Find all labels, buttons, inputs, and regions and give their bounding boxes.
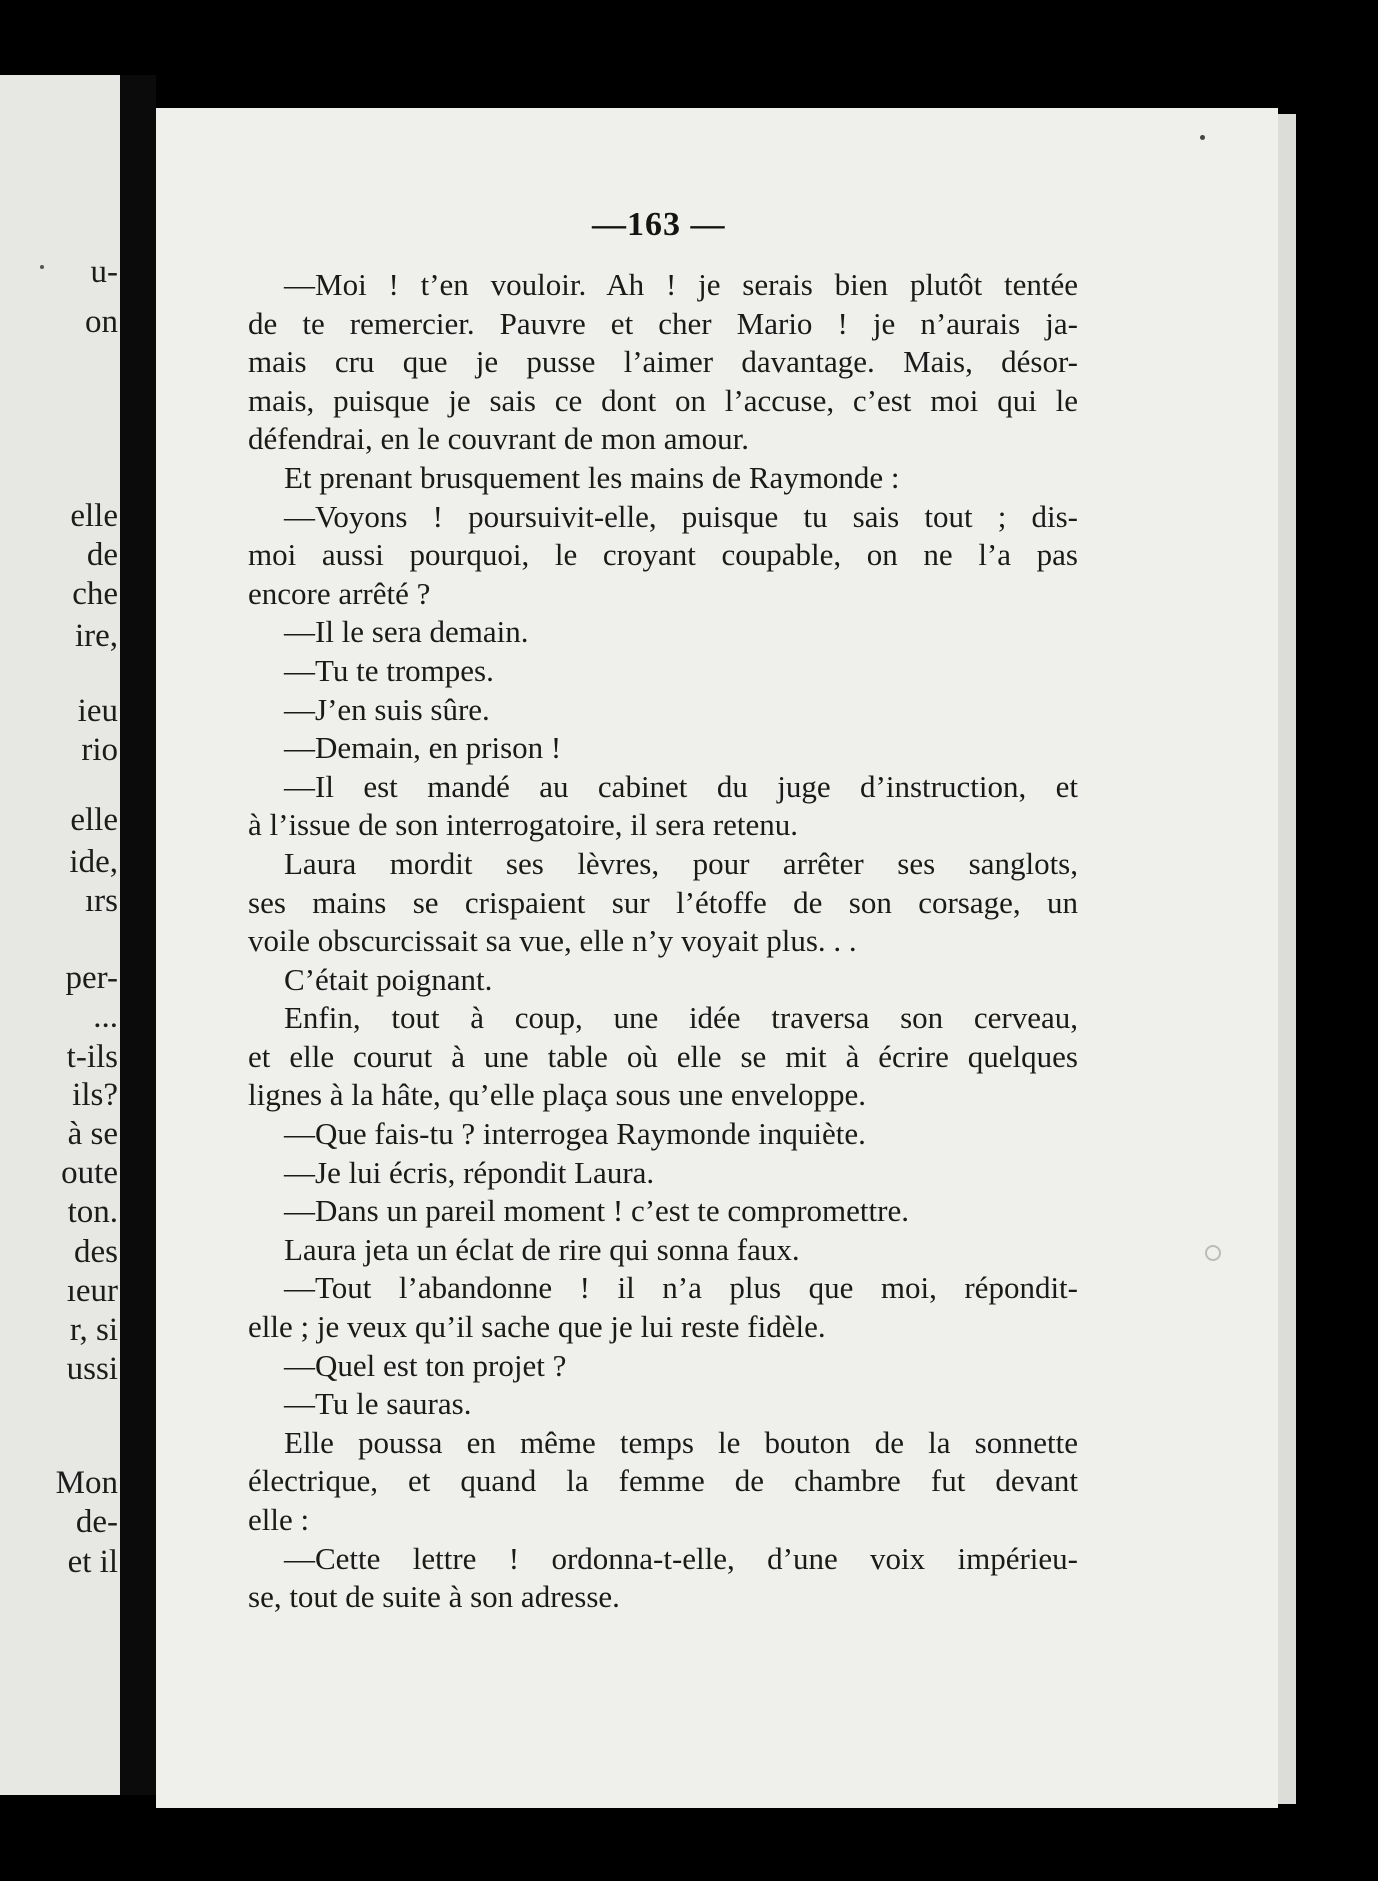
text-line: —Que fais-tu ? interrogea Raymonde inquiète. <box>284 1116 866 1152</box>
left-page-line: per- <box>65 960 118 996</box>
left-page-line: à se <box>67 1116 118 1152</box>
text-line: défendrai, en le couvrant de mon amour. <box>248 421 749 457</box>
text-line: encore arrêté ? <box>248 575 431 611</box>
left-page-line: des <box>74 1234 118 1270</box>
text-line: —Voyons ! poursuivit-elle, puisque tu sais tout ; dis- <box>284 498 1078 534</box>
text-line: —Cette lettre ! ordonna-t-elle, d’une voix impérieu- <box>284 1540 1078 1576</box>
text-line: —Quel est ton projet ? <box>284 1347 567 1383</box>
dust-speck <box>1200 135 1205 140</box>
left-page-line: ton. <box>67 1194 118 1230</box>
page-edge <box>1278 114 1296 1804</box>
text-line: ses mains se crispaient sur l’étoffe de son corsage, un <box>248 884 1078 920</box>
text-line: mais cru que je pusse l’aimer davantage. Mais, désor- <box>248 344 1078 380</box>
text-line: C’était poignant. <box>284 961 493 997</box>
text-line: électrique, et quand la femme de chambre fut devant <box>248 1463 1078 1499</box>
left-page-line: oute <box>61 1155 118 1191</box>
left-page-line: elle <box>70 802 118 838</box>
text-line: moi aussi pourquoi, le croyant coupable, on ne l’a pas <box>248 537 1078 573</box>
text-line: lignes à la hâte, qu’elle plaça sous une enveloppe. <box>248 1077 867 1113</box>
page-body-text <box>248 266 1078 1617</box>
text-line: de te remercier. Pauvre et cher Mario ! je n’aurais ja- <box>248 305 1078 341</box>
left-page-line: rio <box>81 732 118 768</box>
text-line: voile obscurcissait sa vue, elle n’y voyait plus. . . <box>248 923 857 959</box>
left-page-line: ieu <box>77 693 118 729</box>
text-line: —Je lui écris, répondit Laura. <box>284 1154 655 1190</box>
left-page-line: Mon <box>55 1465 118 1501</box>
left-page-line: de <box>86 537 118 573</box>
left-page-line: t-ils <box>66 1039 118 1075</box>
left-page-line: ırs <box>85 883 118 919</box>
page-number: —163 — <box>592 206 726 243</box>
text-line: elle ; je veux qu’il sache que je lui reste fidèle. <box>248 1309 826 1345</box>
text-line: —Moi ! t’en vouloir. Ah ! je serais bien plutôt tentée <box>284 267 1078 302</box>
left-page-line: ire, <box>74 618 118 654</box>
text-line: —Tu le sauras. <box>284 1386 472 1422</box>
text-line: Et prenant brusquement les mains de Raymonde : <box>284 459 900 495</box>
text-line: Enfin, tout à coup, une idée traversa son cerveau, <box>284 1000 1078 1036</box>
left-page-line: u- <box>90 254 118 290</box>
text-line: Elle poussa en même temps le bouton de la sonnette <box>284 1424 1078 1460</box>
book-gutter <box>120 75 156 1795</box>
text-line: —J’en suis sûre. <box>284 691 490 727</box>
text-line: —Tout l’abandonne ! il n’a plus que moi, répondit- <box>284 1270 1078 1306</box>
text-line: Laura jeta un éclat de rire qui sonna faux. <box>284 1231 800 1267</box>
text-line: —Il le sera demain. <box>284 614 529 650</box>
text-line: à l’issue de son interrogatoire, il sera retenu. <box>248 807 799 843</box>
dust-speck <box>40 265 44 269</box>
left-page-line: che <box>72 576 118 612</box>
text-line: se, tout de suite à son adresse. <box>248 1579 620 1615</box>
text-line: Laura mordit ses lèvres, pour arrêter ses sanglots, <box>284 845 1078 881</box>
left-page-line: ussi <box>66 1351 118 1387</box>
left-page-line: de- <box>75 1504 118 1540</box>
left-page-line: elle <box>70 498 118 534</box>
left-page-line: r, si <box>69 1312 118 1348</box>
left-page-line: on <box>85 304 118 340</box>
text-line: —Il est mandé au cabinet du juge d’instruction, et <box>284 768 1078 804</box>
text-line: et elle courut à une table où elle se mit à écrire quelques <box>248 1038 1078 1074</box>
left-page-line: ils? <box>72 1077 118 1113</box>
left-page-line: et il <box>67 1544 118 1580</box>
left-page-line: ... <box>93 999 118 1035</box>
text-line: —Tu te trompes. <box>284 652 494 688</box>
text-line: —Demain, en prison ! <box>284 730 562 766</box>
text-line: —Dans un pareil moment ! c’est te compromettre. <box>284 1193 909 1229</box>
left-page-line: ıeur <box>66 1273 118 1309</box>
left-page-line: ide, <box>69 844 118 880</box>
dust-speck <box>1205 1245 1221 1261</box>
text-line: mais, puisque je sais ce dont on l’accuse, c’est moi qui le <box>248 382 1078 418</box>
text-line: elle : <box>248 1502 310 1537</box>
